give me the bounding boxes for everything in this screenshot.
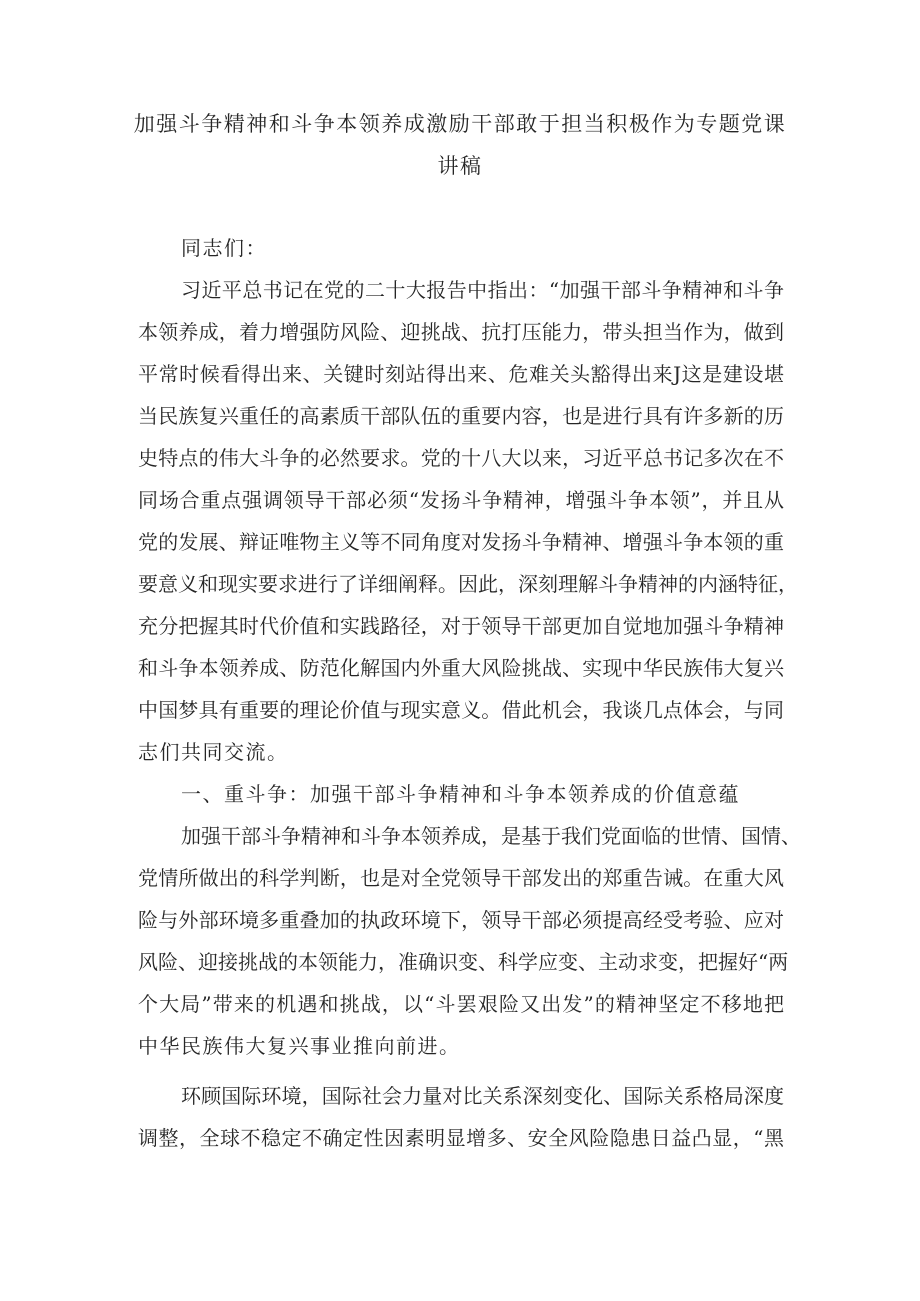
paragraph-2-line: 个大局”带来的机遇和挑战，以“斗罢艰险又出发”的精神坚定不移地把 (138, 992, 784, 1016)
paragraph-1-line: 要意义和现实要求进行了详细阐释。因此，深刻理解斗争精神的内涵特征， (138, 572, 798, 596)
paragraph-2-line: 加强干部斗争精神和斗争本领养成，是基于我们党面临的世情、国情、 (181, 824, 801, 848)
paragraph-2-line: 党情所做出的科学判断，也是对全党领导干部发出的郑重告诫。在重大风 (138, 866, 784, 890)
paragraph-1-line: 史特点的伟大斗争的必然要求。党的十八大以来，习近平总书记多次在不 (138, 446, 784, 470)
paragraph-1-line: 充分把握其时代价值和实践路径，对于领导干部更加自觉地加强斗争精神 (138, 614, 784, 638)
paragraph-1-line: 同场合重点强调领导干部必须“发扬斗争精神，增强斗争本领”，并且从 (138, 488, 784, 512)
paragraph-3-line: 调整，全球不稳定不确定性因素明显增多、安全风险隐患日益凸显，“黑 (138, 1126, 784, 1150)
paragraph-1-line: 中国梦具有重要的理论价值与现实意义。借此机会，我谈几点体会，与同 (138, 698, 784, 722)
paragraph-1-line: 党的发展、辩证唯物主义等不同角度对发扬斗争精神、增强斗争本领的重 (138, 530, 784, 554)
paragraph-2-line: 风险、迎接挑战的本领能力，准确识变、科学应变、主动求变，把握好“两 (138, 950, 789, 974)
paragraph-1-line: 志们共同交流。 (138, 740, 289, 764)
document-title-line-1: 加强斗争精神和斗争本领养成激励干部敢于担当积极作为专题党课 (133, 112, 787, 136)
paragraph-1-line: 和斗争本领养成、防范化解国内外重大风险挑战、实现中华民族伟大复兴 (138, 656, 784, 680)
document-title-line-2: 讲稿 (437, 154, 483, 178)
paragraph-1-line: 习近平总书记在党的二十大报告中指出：“加强干部斗争精神和斗争 (181, 278, 784, 302)
paragraph-1-line: 当民族复兴重任的高素质干部队伍的重要内容，也是进行具有许多新的历 (138, 404, 784, 428)
section-heading-1: 一、重斗争：加强干部斗争精神和斗争本领养成的价值意蕴 (181, 782, 740, 806)
salutation: 同志们： (181, 236, 267, 260)
paragraph-2-line: 险与外部环境多重叠加的执政环境下，领导干部必须提高经受考验、应对 (138, 908, 784, 932)
paragraph-1-line: 本领养成，着力增强防风险、迎挑战、抗打压能力，带头担当作为，做到 (138, 320, 784, 344)
paragraph-2-line: 中华民族伟大复兴事业推向前进。 (138, 1034, 461, 1058)
paragraph-3-line: 环顾国际环境，国际社会力量对比关系深刻变化、国际关系格局深度 (181, 1084, 784, 1108)
paragraph-1-line: 平常时候看得出来、关键时刻站得出来、危难关头豁得出来J这是建设堪 (138, 362, 784, 386)
